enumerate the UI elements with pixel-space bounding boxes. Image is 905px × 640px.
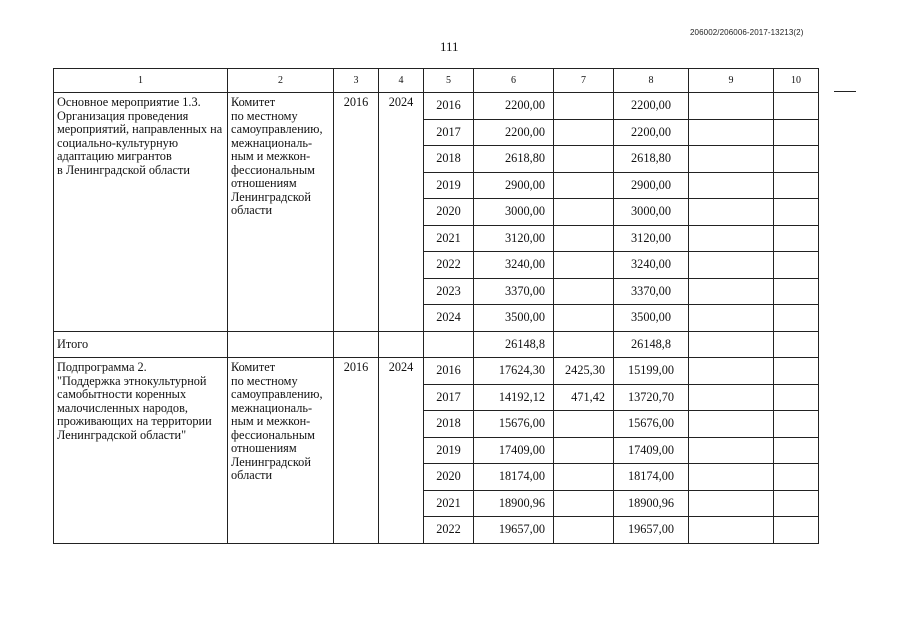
regional-cell: 13720,70	[614, 384, 689, 411]
year-cell: 2020	[424, 464, 474, 491]
regional-cell: 3240,00	[614, 252, 689, 279]
federal-cell: 471,42	[554, 384, 614, 411]
year-cell: 2019	[424, 437, 474, 464]
total-cell: 14192,12	[474, 384, 554, 411]
col10-cell	[774, 252, 819, 279]
col10-cell	[774, 146, 819, 173]
itogo-label: Итого	[54, 331, 228, 358]
table-header-row	[54, 69, 819, 93]
regional-cell: 18174,00	[614, 464, 689, 491]
col10-cell	[774, 490, 819, 517]
header-col-9: 9	[689, 69, 774, 93]
regional-cell: 2618,80	[614, 146, 689, 173]
col10-cell	[774, 305, 819, 332]
total-cell: 17624,30	[474, 358, 554, 385]
header-col-5: 5	[424, 69, 474, 93]
total-cell: 18900,96	[474, 490, 554, 517]
activity-name-cell: Основное мероприятие 1.3. Организация проведения мероприятий, направленных на социально-культурную адаптацию мигрантов в Ленинградской области	[54, 93, 228, 332]
total-cell: 3240,00	[474, 252, 554, 279]
col10-cell	[774, 411, 819, 438]
regional-cell: 15199,00	[614, 358, 689, 385]
end-year-cell: 2024	[379, 358, 424, 544]
total-cell: 2900,00	[474, 172, 554, 199]
year-cell: 2022	[424, 252, 474, 279]
col9-cell	[689, 146, 774, 173]
col9-cell	[689, 331, 774, 358]
federal-cell	[554, 172, 614, 199]
total-cell: 3120,00	[474, 225, 554, 252]
col9-cell	[689, 119, 774, 146]
total-cell: 3500,00	[474, 305, 554, 332]
total-cell: 15676,00	[474, 411, 554, 438]
federal-cell	[554, 464, 614, 491]
federal-cell	[554, 278, 614, 305]
col9-cell	[689, 384, 774, 411]
federal-cell	[554, 225, 614, 252]
header-col-2: 2	[228, 69, 334, 93]
total-cell: 3000,00	[474, 199, 554, 226]
empty-cell	[228, 331, 334, 358]
year-cell: 2017	[424, 384, 474, 411]
table-row	[54, 93, 819, 120]
col10-cell	[774, 331, 819, 358]
itogo-row	[54, 331, 819, 358]
subprogram-name-cell: Подпрограмма 2. "Поддержка этнокультурной самобытности коренных малочисленных народов, проживающих на территории Ленинградской области"	[54, 358, 228, 544]
year-cell: 2023	[424, 278, 474, 305]
regional-cell: 19657,00	[614, 517, 689, 544]
itogo-regional-cell: 26148,8	[614, 331, 689, 358]
empty-cell	[554, 331, 614, 358]
col9-cell	[689, 490, 774, 517]
col10-cell	[774, 119, 819, 146]
col9-cell	[689, 411, 774, 438]
regional-cell: 2900,00	[614, 172, 689, 199]
document-id: 206002/206006-2017-13213(2)	[690, 28, 804, 37]
table-edge-line	[834, 91, 856, 92]
col10-cell	[774, 358, 819, 385]
header-col-3: 3	[334, 69, 379, 93]
federal-cell	[554, 305, 614, 332]
year-cell: 2018	[424, 411, 474, 438]
col10-cell	[774, 199, 819, 226]
col10-cell	[774, 437, 819, 464]
col9-cell	[689, 172, 774, 199]
year-cell: 2018	[424, 146, 474, 173]
col10-cell	[774, 93, 819, 120]
header-col-8: 8	[614, 69, 689, 93]
col9-cell	[689, 305, 774, 332]
col10-cell	[774, 384, 819, 411]
header-col-6: 6	[474, 69, 554, 93]
regional-cell: 3120,00	[614, 225, 689, 252]
regional-cell: 2200,00	[614, 93, 689, 120]
col10-cell	[774, 517, 819, 544]
empty-cell	[334, 331, 379, 358]
year-cell: 2016	[424, 93, 474, 120]
col9-cell	[689, 517, 774, 544]
federal-cell	[554, 411, 614, 438]
empty-cell	[424, 331, 474, 358]
itogo-total-cell: 26148,8	[474, 331, 554, 358]
regional-cell: 3370,00	[614, 278, 689, 305]
col10-cell	[774, 464, 819, 491]
year-cell: 2016	[424, 358, 474, 385]
col9-cell	[689, 358, 774, 385]
col9-cell	[689, 464, 774, 491]
empty-cell	[379, 331, 424, 358]
col9-cell	[689, 225, 774, 252]
col10-cell	[774, 278, 819, 305]
col9-cell	[689, 278, 774, 305]
table-row	[54, 358, 819, 385]
year-cell: 2020	[424, 199, 474, 226]
regional-cell: 2200,00	[614, 119, 689, 146]
total-cell: 17409,00	[474, 437, 554, 464]
col9-cell	[689, 93, 774, 120]
federal-cell	[554, 93, 614, 120]
total-cell: 2200,00	[474, 93, 554, 120]
year-cell: 2021	[424, 490, 474, 517]
col9-cell	[689, 437, 774, 464]
page-number: 111	[440, 39, 459, 54]
year-cell: 2022	[424, 517, 474, 544]
start-year-cell: 2016	[334, 93, 379, 332]
end-year-cell: 2024	[379, 93, 424, 332]
regional-cell: 18900,96	[614, 490, 689, 517]
budget-table	[53, 68, 819, 544]
federal-cell	[554, 490, 614, 517]
year-cell: 2024	[424, 305, 474, 332]
regional-cell: 3500,00	[614, 305, 689, 332]
executor-cell: Комитет по местному самоуправлению, межнациональ-ным и межкон-фессиональным отношениям Ленинградской области	[228, 93, 334, 332]
total-cell: 2618,80	[474, 146, 554, 173]
total-cell: 19657,00	[474, 517, 554, 544]
col10-cell	[774, 172, 819, 199]
year-cell: 2021	[424, 225, 474, 252]
header-col-7: 7	[554, 69, 614, 93]
regional-cell: 17409,00	[614, 437, 689, 464]
start-year-cell: 2016	[334, 358, 379, 544]
header-col-10: 10	[774, 69, 819, 93]
federal-cell	[554, 119, 614, 146]
year-cell: 2017	[424, 119, 474, 146]
regional-cell: 3000,00	[614, 199, 689, 226]
federal-cell	[554, 437, 614, 464]
total-cell: 18174,00	[474, 464, 554, 491]
header-col-1: 1	[54, 69, 228, 93]
federal-cell	[554, 146, 614, 173]
col9-cell	[689, 199, 774, 226]
federal-cell	[554, 517, 614, 544]
total-cell: 3370,00	[474, 278, 554, 305]
col9-cell	[689, 252, 774, 279]
col10-cell	[774, 225, 819, 252]
executor-cell: Комитет по местному самоуправлению, межнациональ-ным и межкон-фессиональным отношениям Ленинградской области	[228, 358, 334, 544]
header-col-4: 4	[379, 69, 424, 93]
federal-cell	[554, 252, 614, 279]
regional-cell: 15676,00	[614, 411, 689, 438]
total-cell: 2200,00	[474, 119, 554, 146]
federal-cell	[554, 199, 614, 226]
federal-cell: 2425,30	[554, 358, 614, 385]
year-cell: 2019	[424, 172, 474, 199]
